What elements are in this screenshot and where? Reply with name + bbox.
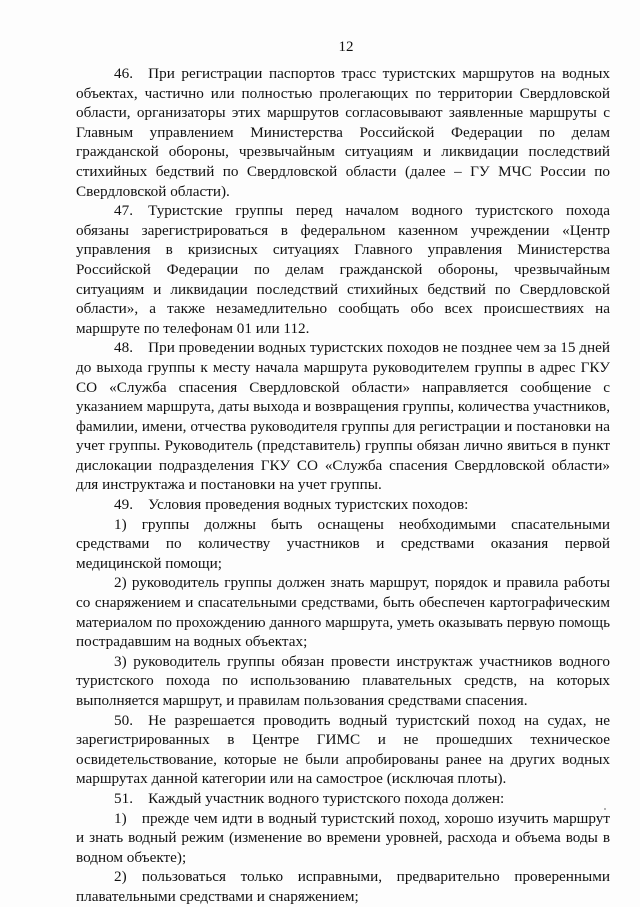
- paragraph-50: 50. Не разрешается проводить водный туристский поход на судах, не зарегистрированных в Центре ГИМС и не прошедших техническое освидетельствование, которые не были апробированы ранее на других водных маршрутах данной категории или на самострое (исключая плоты).: [76, 711, 610, 788]
- paragraph-49: 49. Условия проведения водных туристских походов:: [114, 496, 469, 514]
- paragraph-49-item-3: 3) руководитель группы обязан провести инструктаж участников водного туристского похода по использованию плавательных средств, на которых выполняется маршрут, и правилам пользования средствами спасения.: [76, 652, 610, 709]
- paragraph-49-item-2: 2) руководитель группы должен знать маршрут, порядок и правила работы со снаряжением и спасательными средствами, быть обеспечен картографическим материалом по прохождению данного маршрута, уметь оказывать первую помощь пострадавшим на водных объектах;: [76, 574, 610, 651]
- paragraph-51-item-2: 2) пользоваться только исправными, предварительно проверенными плавательными средствами и снаряжением;: [76, 868, 610, 905]
- paragraph-49-item-1: 1) группы должны быть оснащены необходимыми спасательными средствами по количеству участников и средствами оказания первой медицинской помощи;: [76, 515, 610, 572]
- paragraph-48: 48. При проведении водных туристских походов не позднее чем за 15 дней до выхода группы к месту начала маршрута руководителем группы в адрес ГКУ СО «Служба спасения Свердловской области» направляется сообщение с указанием маршрута, даты выхода и возвращения группы, количества участников, фамилии, имени, отчества руководителя группы для регистрации и постановки на учет группы. Руководитель (представитель) группы обязан лично явиться в пункт дислокации подразделения ГКУ СО «Служба спасения Свердловской области» для инструктажа и постановки на учет группы.: [76, 339, 610, 494]
- paragraph-46: 46. При регистрации паспортов трасс туристских маршрутов на водных объектах, частично или полностью пролегающих по территории Свердловской области, организаторы этих маршрутов согласовывают заявленные маршруты с Главным управлением Министерства Российской Федерации по делам гражданской обороны, чрезвычайным ситуациям и ликвидации последствий стихийных бедствий по Свердловской области (далее – ГУ МЧС России по Свердловской области).: [76, 65, 610, 200]
- scan-speck: [604, 808, 606, 810]
- page-number: 12: [338, 39, 354, 55]
- paragraph-51: 51. Каждый участник водного туристского похода должен:: [114, 789, 505, 807]
- paragraph-51-item-1: 1) прежде чем идти в водный туристский поход, хорошо изучить маршрут и знать водный режим (изменение во времени уровней, расхода и объема воды в водном объекте);: [76, 809, 610, 866]
- paragraph-47: 47. Туристские группы перед началом водного туристского похода обязаны зарегистрироваться в федеральном казенном учреждении «Центр управления в кризисных ситуациях Главного управления Министерства Российской Федерации по делам гражданской обороны, чрезвычайным ситуациям и ликвидации последствий стихийных бедствий по Свердловской области», а также незамедлительно сообщать обо всех происшествиях на маршруте по телефонам 01 или 112.: [76, 202, 610, 337]
